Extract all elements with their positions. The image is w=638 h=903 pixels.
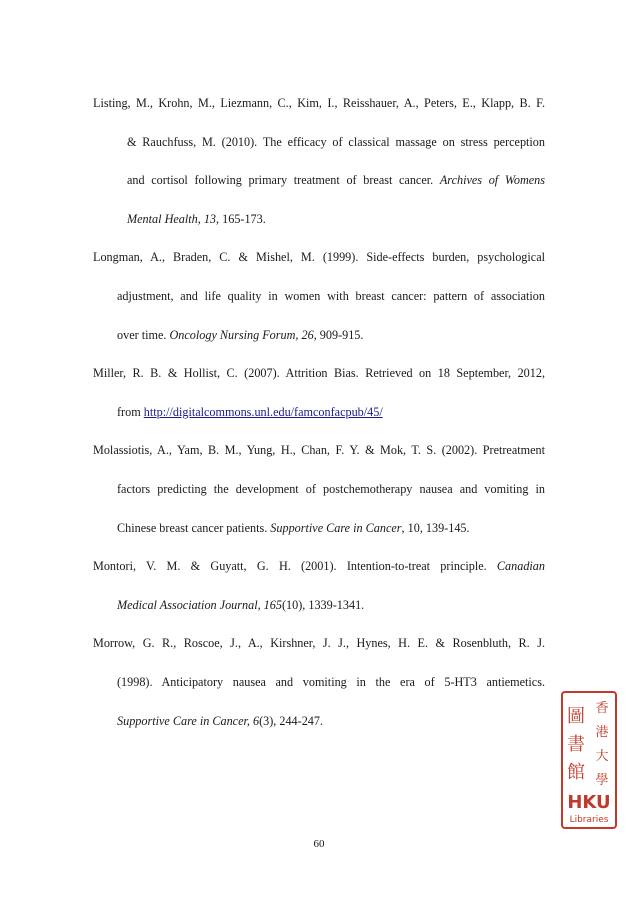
- svg-text:大: 大: [595, 749, 609, 764]
- svg-text:香: 香: [595, 701, 609, 716]
- svg-text:Libraries: Libraries: [569, 815, 609, 825]
- svg-text:書: 書: [567, 734, 585, 755]
- journal-title: Archives of Womens: [439, 173, 546, 188]
- reference-line: (1998). Anticipatory nausea and vomiting in the era of 5-HT3 antiemetics.: [117, 674, 545, 689]
- reference-line: Listing, M., Krohn, M., Liezmann, C., Kim, I., Reisshauer, A., Peters, E., Klapp, B. F.: [93, 96, 545, 110]
- reference-line: & Rauchfuss, M. (2010). The efficacy of classical massage on stress perception: [127, 134, 545, 149]
- reference-line: factors predicting the development of postchemotherapy nausea and vomiting in: [117, 481, 545, 496]
- reference-line: from http://digitalcommons.unl.edu/famconfacpub/45/: [117, 404, 383, 419]
- reference-molassiotis-2002: [93, 431, 545, 547]
- reference-line: Longman, A., Braden, C. & Mishel, M. (1999). Side-effects burden, psychological: [93, 250, 545, 265]
- page-number: 60: [313, 838, 325, 850]
- journal-title: Supportive Care in Cancer: [270, 520, 402, 535]
- reference-line: Miller, R. B. & Hollist, C. (2007). Attrition Bias. Retrieved on 18 September, 2012,: [93, 366, 545, 381]
- journal-title: Medical Association Journal, 165: [117, 597, 282, 612]
- reference-morrow-1998: [93, 624, 545, 740]
- reference-line: adjustment, and life quality in women with breast cancer: pattern of association: [117, 288, 545, 303]
- svg-text:圖: 圖: [567, 706, 585, 727]
- reference-link[interactable]: http://digitalcommons.unl.edu/famconfacpub/45/: [143, 404, 383, 419]
- reference-line: Chinese breast cancer patients. Supportive Care in Cancer, 10, 139-145.: [117, 520, 470, 535]
- journal-title: Supportive Care in Cancer, 6: [117, 713, 260, 728]
- svg-text:HKU: HKU: [567, 792, 611, 813]
- reference-line: Morrow, G. R., Roscoe, J., A., Kirshner, J. J., Hynes, H. E. & Rosenbluth, R. J.: [93, 636, 545, 651]
- reference-longman-1999: [93, 238, 545, 354]
- journal-title: Oncology Nursing Forum, 26: [169, 327, 314, 342]
- reference-miller-2007: [93, 354, 545, 431]
- reference-list: [93, 84, 545, 740]
- journal-title: Canadian: [496, 559, 545, 574]
- reference-line: over time. Oncology Nursing Forum, 26, 909-915.: [117, 327, 364, 342]
- reference-line: Supportive Care in Cancer, 6(3), 244-247.: [117, 713, 324, 728]
- reference-line: Medical Association Journal, 165(10), 1339-1341.: [117, 597, 365, 612]
- journal-title: Mental Health, 13: [127, 211, 217, 226]
- reference-line: Montori, V. M. & Guyatt, G. H. (2001). Intention-to-treat principle. Canadian: [93, 559, 545, 574]
- svg-text:港: 港: [595, 725, 609, 740]
- reference-line: and cortisol following primary treatment of breast cancer. Archives of Womens: [127, 173, 546, 188]
- hku-libraries-seal-icon: [560, 690, 618, 830]
- reference-listing-2010: [93, 84, 545, 238]
- svg-text:學: 學: [595, 773, 609, 788]
- reference-line: Mental Health, 13, 165-173.: [127, 211, 266, 226]
- reference-montori-2001: [93, 547, 545, 624]
- reference-line: Molassiotis, A., Yam, B. M., Yung, H., Chan, F. Y. & Mok, T. S. (2002). Pretreatment: [93, 443, 545, 458]
- svg-text:館: 館: [567, 762, 585, 783]
